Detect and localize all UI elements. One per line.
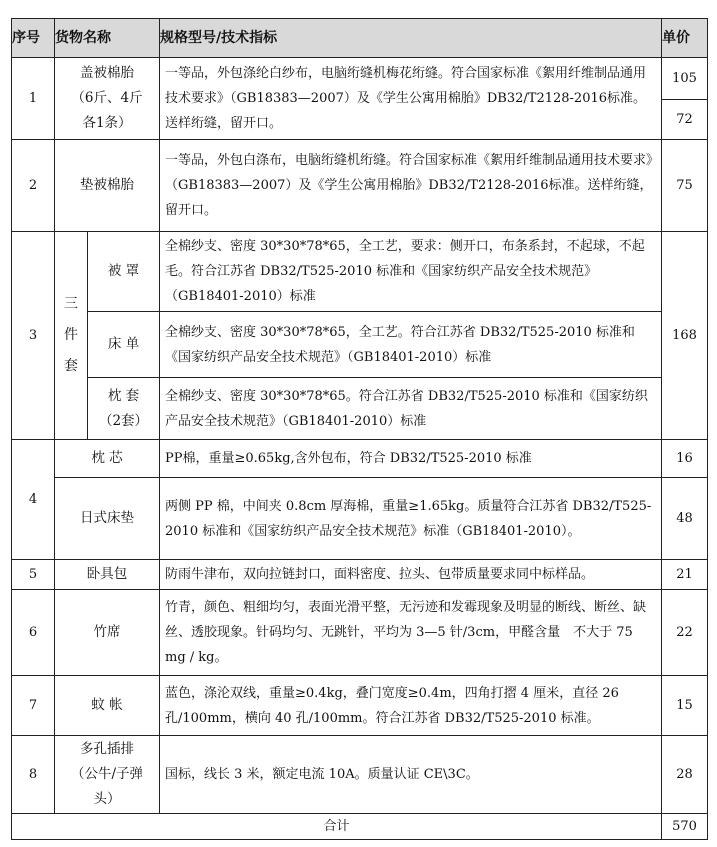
row-seq: 1 xyxy=(12,58,55,140)
row-seq: 2 xyxy=(12,140,55,232)
spec-table xyxy=(11,18,708,840)
item-price: 22 xyxy=(662,590,708,676)
item-price: 48 xyxy=(662,478,708,560)
item-price: 105 xyxy=(662,58,708,100)
item-price: 72 xyxy=(662,100,708,140)
header-row xyxy=(12,19,708,58)
subitem-name-line: （2套） xyxy=(98,412,149,429)
item-price: 168 xyxy=(662,232,708,440)
subitem-name: 床 单 xyxy=(88,312,160,378)
item-spec: 全棉纱支、密度 30*30*78*65，全工艺，要求：侧开口，布条系封，不起球，不起毛。符合江苏省 DB32/T525-2010 标准和《国家纺织产品安全技术规范》（GB18401-2010）标准 xyxy=(160,232,662,312)
group-char: 三 xyxy=(64,296,78,312)
header-name: 货物名称 xyxy=(55,19,160,58)
item-name: 垫被棉胎 xyxy=(55,140,160,232)
row-seq: 6 xyxy=(12,590,55,676)
item-name-line: （公牛/子弹 xyxy=(70,766,144,782)
group-label xyxy=(55,232,88,440)
table-row xyxy=(12,478,708,560)
item-price: 28 xyxy=(662,736,708,814)
item-spec: 防雨牛津布，双向拉链封口，面料密度、拉头、包带质量要求同中标样品。 xyxy=(160,560,662,590)
table-row xyxy=(12,736,708,814)
item-spec: 国标，线长 3 米，额定电流 10A。质量认证 CE\3C。 xyxy=(160,736,662,814)
row-seq: 4 xyxy=(12,440,55,560)
item-spec: 一等品，外包涤纶白纱布，电脑绗缝机梅花绗缝。符合国家标准《絮用纤维制品通用技术要求》（GB18383—2007）及《学生公寓用棉胎》DB32/T2128-2016标准。送样绗缝，留开口。 xyxy=(160,58,662,140)
item-spec: 蓝色，涤沦双线，重量≥0.4kg，叠门宽度≥0.4m，四角打摺 4 厘米，直径 26 孔/100mm，横向 40 孔/100mm。符合江苏省 DB32/T525-2010 标准。 xyxy=(160,676,662,736)
total-row xyxy=(12,814,708,840)
table-row xyxy=(12,58,708,100)
item-spec: 一等品，外包白涤布，电脑绗缝机绗缝。符合国家标准《絮用纤维制品通用技术要求》（GB18383—2007）及《学生公寓用棉胎》DB32/T2128-2016标准。送样绗缝，留开口。 xyxy=(160,140,662,232)
row-seq: 3 xyxy=(12,232,55,440)
item-name: 枕 芯 xyxy=(55,440,160,478)
table-row xyxy=(12,232,708,312)
item-name-line: 多孔插排 xyxy=(80,741,134,757)
table-row xyxy=(12,378,708,440)
item-name-line: 盖被棉胎 xyxy=(80,65,134,81)
group-char: 套 xyxy=(64,358,78,374)
table-row xyxy=(12,560,708,590)
item-spec: 全棉纱支、密度 30*30*78*65。符合江苏省 DB32/T525-2010 标准和《国家纺织产品安全技术规范》（GB18401-2010）标准 xyxy=(160,378,662,440)
group-char: 件 xyxy=(64,327,78,343)
item-price: 75 xyxy=(662,140,708,232)
table-row xyxy=(12,676,708,736)
total-value: 570 xyxy=(662,814,708,840)
header-price: 单价 xyxy=(662,19,708,58)
item-name-line: 各1条） xyxy=(82,115,132,131)
item-price: 15 xyxy=(662,676,708,736)
header-spec: 规格型号/技术指标 xyxy=(160,19,662,58)
table-row xyxy=(12,590,708,676)
row-seq: 7 xyxy=(12,676,55,736)
item-name-line: 头） xyxy=(93,791,121,807)
subitem-name xyxy=(88,378,160,440)
item-price: 16 xyxy=(662,440,708,478)
subitem-name-line: 枕 套 xyxy=(107,387,140,404)
item-name: 蚊 帐 xyxy=(55,676,160,736)
header-seq: 序号 xyxy=(12,19,55,58)
item-name: 日式床垫 xyxy=(55,478,160,560)
item-price: 21 xyxy=(662,560,708,590)
item-name-line: （6斤、4斤 xyxy=(71,90,143,106)
item-spec: 全棉纱支、密度 30*30*78*65，全工艺。符合江苏省 DB32/T525-2010 标准和《国家纺织产品安全技术规范》（GB18401-2010）标准 xyxy=(160,312,662,378)
item-spec: 竹青，颜色、粗细均匀，表面光滑平整，无污迹和发霉现象及明显的断线、断丝、缺丝、透胶现象。针码均匀、无跳针，平均为 3—5 针/3cm，甲醛含量 不大于 75 mg / kg。 xyxy=(160,590,662,676)
row-seq: 8 xyxy=(12,736,55,814)
row-seq: 5 xyxy=(12,560,55,590)
item-name: 卧具包 xyxy=(55,560,160,590)
item-name: 竹席 xyxy=(55,590,160,676)
subitem-name: 被 罩 xyxy=(88,232,160,312)
table-row xyxy=(12,312,708,378)
item-name xyxy=(55,736,160,814)
item-name xyxy=(55,58,160,140)
total-label: 合计 xyxy=(12,814,662,840)
item-spec: 两侧 PP 棉，中间夹 0.8cm 厚海棉，重量≥1.65kg。质量符合江苏省 DB32/T525-2010 标准和《国家纺织产品安全技术规范》标准（GB18401-2010）。 xyxy=(160,478,662,560)
table-row xyxy=(12,140,708,232)
table-row xyxy=(12,440,708,478)
item-spec: PP棉，重量≥0.65kg,含外包布，符合 DB32/T525-2010 标准 xyxy=(160,440,662,478)
